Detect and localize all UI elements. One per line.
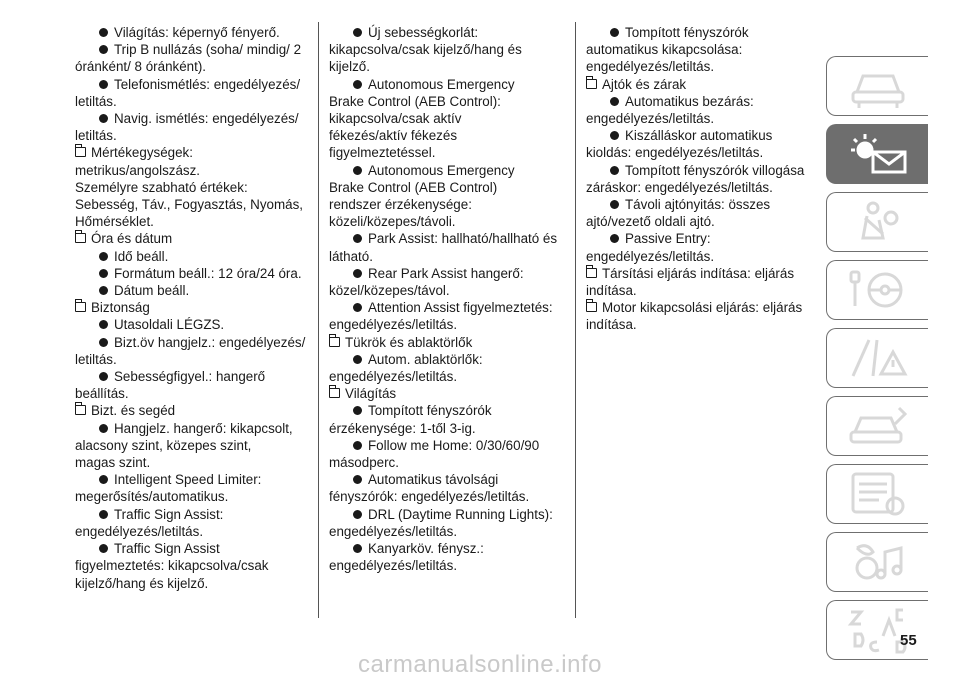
bullet-item <box>75 334 310 368</box>
text-line <box>329 540 564 557</box>
text-line-content: Autom. ablaktörlők: <box>368 351 483 367</box>
text-line-content: kioldás: engedélyezés/letiltás. <box>586 145 764 161</box>
folder-icon <box>75 233 86 243</box>
text-line <box>329 127 564 144</box>
text-line-content: engedélyezés/letiltás. <box>75 523 204 539</box>
paragraph <box>75 162 310 231</box>
text-line <box>329 76 564 93</box>
bullet-item <box>586 93 821 127</box>
bullet-item <box>329 230 564 264</box>
text-line <box>586 127 821 144</box>
text-line <box>329 93 564 110</box>
text-line <box>75 179 310 196</box>
text-line <box>75 76 310 93</box>
tab-seatbelt-airbag[interactable] <box>826 192 928 252</box>
bullet-dot-icon <box>353 166 362 175</box>
bullet-dot-icon <box>610 234 619 243</box>
text-line <box>75 437 310 454</box>
text-line <box>75 230 310 247</box>
bullet-item <box>75 24 310 41</box>
tab-key-steering-wheel[interactable] <box>826 260 928 320</box>
bullet-item <box>329 437 564 471</box>
bullet-dot-icon <box>353 234 362 243</box>
text-line <box>75 127 310 144</box>
text-line <box>586 179 821 196</box>
bullet-item <box>329 471 564 505</box>
section-heading <box>75 299 310 316</box>
text-line-content: fékezés/aktív fékezés <box>329 128 458 144</box>
text-line-content: Sebesség, Táv., Fogyasztás, Nyomás, <box>75 197 303 213</box>
text-line <box>75 213 310 230</box>
text-line <box>75 351 310 368</box>
text-line-content: Automatikus távolsági <box>368 472 499 488</box>
text-line <box>329 368 564 385</box>
bullet-item <box>329 265 564 299</box>
text-line <box>75 316 310 333</box>
text-line <box>75 575 310 592</box>
text-line-content: Autonomous Emergency <box>368 162 515 178</box>
text-line-content: Formátum beáll.: 12 óra/24 óra. <box>114 265 302 281</box>
text-line-content: engedélyezés/letiltás. <box>586 248 715 264</box>
bullet-dot-icon <box>610 200 619 209</box>
folder-icon <box>75 147 86 157</box>
bullet-dot-icon <box>610 28 619 37</box>
text-line <box>329 488 564 505</box>
bullet-dot-icon <box>610 97 619 106</box>
text-line-content: engedélyezés/letiltás. <box>329 558 458 574</box>
text-line-content: másodperc. <box>329 455 399 471</box>
car-front-icon <box>843 62 913 110</box>
text-line-content: Hőmérséklet. <box>75 214 154 230</box>
text-line-content: Telefonismétlés: engedélyezés/ <box>114 76 301 92</box>
text-line <box>75 196 310 213</box>
text-line-content: megerősítés/automatikus. <box>75 489 229 505</box>
text-line <box>586 299 821 316</box>
text-line-content: Brake Control (AEB Control): <box>329 93 501 109</box>
tab-car-front[interactable] <box>826 56 928 116</box>
text-line-content: Automatikus bezárás: <box>625 93 754 109</box>
column-divider <box>575 22 576 618</box>
text-line <box>329 506 564 523</box>
bullet-item <box>586 127 821 161</box>
text-line <box>75 368 310 385</box>
watermark: carmanualsonline.info <box>358 651 602 678</box>
multimedia-icon <box>843 538 913 586</box>
text-line <box>329 523 564 540</box>
technical-data-icon <box>843 470 913 518</box>
bullet-item <box>75 282 310 299</box>
bullet-dot-icon <box>353 28 362 37</box>
bullet-item <box>75 248 310 265</box>
bullet-dot-icon <box>353 475 362 484</box>
text-line <box>75 58 310 75</box>
bullet-item <box>75 540 310 592</box>
text-line-content: kikapcsolva/csak kijelző/hang és <box>329 42 522 58</box>
bullet-item <box>329 162 564 231</box>
text-line <box>586 24 821 41</box>
text-line-content: DRL (Daytime Running Lights): <box>368 506 553 522</box>
bullet-item <box>75 420 310 472</box>
text-line <box>586 162 821 179</box>
text-line <box>586 265 821 282</box>
text-line-content: Dátum beáll. <box>114 283 190 299</box>
text-line-content: kijelző. <box>329 59 370 75</box>
text-line-content: közel/közepes/távol. <box>329 283 450 299</box>
text-line-content: engedélyezés/letiltás. <box>329 369 458 385</box>
text-line <box>75 402 310 419</box>
text-line-content: Intelligent Speed Limiter: <box>114 472 262 488</box>
bullet-item <box>329 351 564 385</box>
text-line-content: Kanyarköv. fénysz.: <box>368 541 484 557</box>
text-line-content: látható. <box>329 248 373 264</box>
text-line <box>329 179 564 196</box>
text-line <box>329 213 564 230</box>
text-line-content: Világítás: képernyő fényerő. <box>114 25 280 40</box>
text-line <box>329 385 564 402</box>
tab-warning-light-envelope[interactable] <box>826 124 928 184</box>
text-line <box>75 385 310 402</box>
text-line <box>586 316 821 333</box>
bullet-item <box>75 316 310 333</box>
text-line-content: záráskor: engedélyezés/letiltás. <box>586 179 773 195</box>
section-heading <box>75 144 310 161</box>
text-line <box>586 41 821 58</box>
text-line <box>75 265 310 282</box>
section-heading <box>586 299 821 333</box>
text-line <box>329 334 564 351</box>
text-line-content: Hangjelz. hangerő: kikapcsolt, <box>114 420 293 436</box>
text-line-content: letiltás. <box>75 93 117 109</box>
bullet-dot-icon <box>99 338 108 347</box>
bullet-dot-icon <box>99 269 108 278</box>
text-line <box>75 24 310 41</box>
text-line <box>75 420 310 437</box>
text-line-content: Tompított fényszórók villogása <box>625 162 805 178</box>
text-line <box>586 248 821 265</box>
bullet-dot-icon <box>353 80 362 89</box>
text-line <box>75 540 310 557</box>
text-line-content: érzékenysége: 1-től 3-ig. <box>329 420 476 436</box>
text-line <box>329 471 564 488</box>
text-line-content: Trip B nullázás (soha/ mindig/ 2 <box>114 42 302 58</box>
bullet-dot-icon <box>610 131 619 140</box>
text-line <box>329 265 564 282</box>
bullet-dot-icon <box>99 80 108 89</box>
text-line-content: fényszórók: engedélyezés/letiltás. <box>329 489 530 505</box>
text-line-content: alacsony szint, közepes szint, <box>75 437 252 453</box>
text-line-content: Biztonság <box>91 300 150 316</box>
text-line <box>586 58 821 75</box>
section-heading <box>75 230 310 247</box>
text-line <box>75 506 310 523</box>
bullet-item <box>586 230 821 264</box>
warning-light-envelope-icon <box>843 130 913 178</box>
text-line-content: magas szint. <box>75 455 151 471</box>
text-line <box>75 523 310 540</box>
text-line-content: metrikus/angolszász. <box>75 162 201 178</box>
text-line-content: beállítás. <box>75 386 129 402</box>
text-line <box>329 144 564 161</box>
text-line-content: Tompított fényszórók <box>368 403 492 419</box>
section-heading <box>75 402 310 419</box>
text-line-content: óránként/ 8 óránként). <box>75 59 207 75</box>
text-line <box>75 282 310 299</box>
text-line <box>75 454 310 471</box>
text-line <box>75 299 310 316</box>
text-line <box>329 454 564 471</box>
text-line-content: automatikus kikapcsolása: <box>586 42 743 58</box>
text-line-content: Tükrök és ablaktörlők <box>345 334 473 350</box>
bullet-item <box>329 540 564 574</box>
bullet-dot-icon <box>99 114 108 123</box>
text-line-content: Passive Entry: <box>625 231 711 247</box>
text-line-content: Brake Control (AEB Control) <box>329 179 498 195</box>
text-line-content: Kiszálláskor automatikus <box>625 128 773 144</box>
folder-icon <box>586 302 597 312</box>
text-line <box>329 24 564 41</box>
text-line-content: rendszer érzékenysége: <box>329 197 472 213</box>
text-line-content: engedélyezés/letiltás. <box>586 111 715 127</box>
text-line-content: Új sebességkorlát: <box>368 25 479 40</box>
text-line-content: közeli/közepes/távoli. <box>329 214 456 230</box>
bullet-item <box>329 299 564 333</box>
text-line <box>75 144 310 161</box>
text-line <box>586 110 821 127</box>
text-line-content: Utasoldali LÉGZS. <box>114 317 225 333</box>
text-line <box>329 58 564 75</box>
text-line <box>75 248 310 265</box>
bullet-item <box>75 41 310 75</box>
text-line <box>329 437 564 454</box>
text-line <box>329 351 564 368</box>
text-line <box>329 402 564 419</box>
text-line <box>75 93 310 110</box>
text-line-content: Navig. ismétlés: engedélyezés/ <box>114 111 299 127</box>
text-line <box>329 282 564 299</box>
folder-icon <box>586 79 597 89</box>
bullet-item <box>329 24 564 76</box>
page-number: 55 <box>900 632 917 649</box>
text-line <box>329 110 564 127</box>
bullet-item <box>75 76 310 110</box>
bullet-item <box>586 24 821 76</box>
bullet-dot-icon <box>99 252 108 261</box>
text-line <box>586 196 821 213</box>
bullet-dot-icon <box>99 475 108 484</box>
text-line-content: ajtó/vezető oldali ajtó. <box>586 214 715 230</box>
text-line-content: letiltás. <box>75 128 117 144</box>
seatbelt-airbag-icon <box>843 198 913 246</box>
text-line <box>586 76 821 93</box>
text-line <box>329 299 564 316</box>
text-line-content: Park Assist: hallható/hallható és <box>368 231 558 247</box>
text-line-content: engedélyezés/letiltás. <box>329 523 458 539</box>
text-line <box>329 196 564 213</box>
text-column-3 <box>586 24 821 334</box>
bullet-dot-icon <box>353 269 362 278</box>
text-line-content: Sebességfigyel.: hangerő <box>114 369 266 385</box>
key-steering-wheel-icon <box>843 266 913 314</box>
text-line-content: indítása. <box>586 317 637 333</box>
text-line-content: figyelmeztetés: kikapcsolva/csak <box>75 558 269 574</box>
text-line <box>329 316 564 333</box>
text-line <box>329 162 564 179</box>
text-line <box>586 93 821 110</box>
bullet-dot-icon <box>99 45 108 54</box>
bullet-dot-icon <box>99 424 108 433</box>
bullet-dot-icon <box>353 355 362 364</box>
bullet-dot-icon <box>353 441 362 450</box>
bullet-dot-icon <box>99 320 108 329</box>
text-line-content: engedélyezés/letiltás. <box>586 59 715 75</box>
text-line <box>329 420 564 437</box>
chapter-tabs <box>826 56 930 668</box>
bullet-dot-icon <box>610 166 619 175</box>
tab-multimedia[interactable] <box>826 532 928 592</box>
text-line <box>329 230 564 247</box>
bullet-item <box>329 506 564 540</box>
tab-road-warning[interactable] <box>826 328 928 388</box>
text-line <box>75 41 310 58</box>
text-line-content: Autonomous Emergency <box>368 76 515 92</box>
section-heading <box>586 265 821 299</box>
text-line <box>75 557 310 574</box>
bullet-item <box>329 402 564 436</box>
text-line-content: Traffic Sign Assist: <box>114 506 224 522</box>
text-line-content: Társítási eljárás indítása: eljárás <box>602 265 795 281</box>
text-column-2 <box>329 24 564 575</box>
text-line-content: Bizt.öv hangjelz.: engedélyezés/ <box>114 334 306 350</box>
bullet-dot-icon <box>99 28 108 37</box>
text-line <box>75 334 310 351</box>
text-line <box>329 41 564 58</box>
text-line-content: Rear Park Assist hangerő: <box>368 265 524 281</box>
bullet-item <box>75 265 310 282</box>
text-line-content: figyelmeztetéssel. <box>329 145 436 161</box>
bullet-item <box>75 471 310 505</box>
text-line-content: Attention Assist figyelmeztetés: <box>368 300 553 316</box>
text-line-content: engedélyezés/letiltás. <box>329 317 458 333</box>
bullet-item <box>586 162 821 196</box>
text-line-content: Személyre szabható értékek: <box>75 179 248 195</box>
text-line <box>75 471 310 488</box>
folder-icon <box>329 388 340 398</box>
text-line <box>586 282 821 299</box>
folder-icon <box>75 405 86 415</box>
bullet-dot-icon <box>99 510 108 519</box>
text-line <box>75 110 310 127</box>
tab-car-service[interactable] <box>826 396 928 456</box>
text-line-content: Világítás <box>345 386 397 402</box>
section-heading <box>586 76 821 93</box>
car-service-icon <box>843 402 913 450</box>
folder-icon <box>329 337 340 347</box>
bullet-item <box>75 368 310 402</box>
folder-icon <box>75 302 86 312</box>
road-warning-icon <box>843 334 913 382</box>
text-line-content: indítása. <box>586 283 637 299</box>
text-line-content: Tompított fényszórók <box>625 25 749 40</box>
bullet-item <box>75 506 310 540</box>
bullet-item <box>75 110 310 144</box>
text-line-content: Traffic Sign Assist <box>114 541 220 557</box>
text-line-content: Mértékegységek: <box>91 145 193 161</box>
text-line-content: kikapcsolva/csak aktív <box>329 111 462 127</box>
section-heading <box>329 385 564 402</box>
bullet-dot-icon <box>99 544 108 553</box>
bullet-dot-icon <box>353 510 362 519</box>
text-line-content: Ajtók és zárak <box>602 76 687 92</box>
text-line <box>586 144 821 161</box>
text-line-content: Motor kikapcsolási eljárás: eljárás <box>602 300 803 316</box>
text-line <box>586 213 821 230</box>
bullet-item <box>586 196 821 230</box>
section-heading <box>329 334 564 351</box>
text-line-content: Follow me Home: 0/30/60/90 <box>368 437 540 453</box>
text-line <box>75 162 310 179</box>
text-line-content: Bizt. és segéd <box>91 403 176 419</box>
bullet-dot-icon <box>99 372 108 381</box>
text-line-content: letiltás. <box>75 351 117 367</box>
text-line <box>75 488 310 505</box>
bullet-dot-icon <box>99 286 108 295</box>
folder-icon <box>586 268 597 278</box>
text-line <box>586 230 821 247</box>
text-column-1 <box>75 24 310 592</box>
text-line-content: Óra és dátum <box>91 231 173 247</box>
bullet-dot-icon <box>353 406 362 415</box>
text-line-content: Távoli ajtónyitás: összes <box>625 197 771 213</box>
text-line-content: kijelző/hang és kijelző. <box>75 575 209 591</box>
text-line <box>329 248 564 265</box>
bullet-dot-icon <box>353 544 362 553</box>
bullet-item <box>329 76 564 162</box>
bullet-dot-icon <box>353 303 362 312</box>
tab-technical-data[interactable] <box>826 464 928 524</box>
text-line <box>329 557 564 574</box>
column-divider <box>318 22 319 618</box>
text-line-content: Idő beáll. <box>114 248 169 264</box>
